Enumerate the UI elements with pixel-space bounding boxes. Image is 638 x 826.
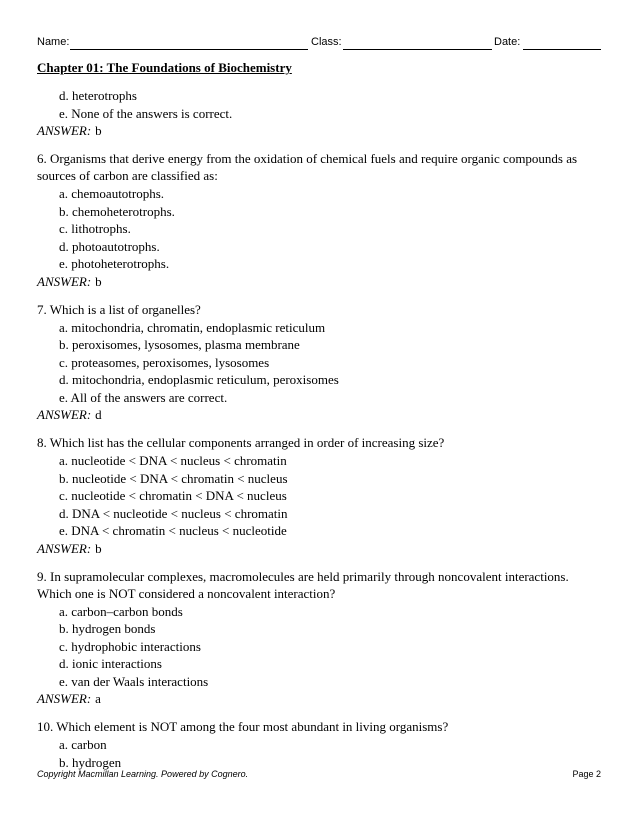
question-text: 7. Which is a list of organelles? <box>37 301 201 317</box>
answer-key <box>37 540 603 558</box>
class-label: Class: <box>311 36 342 48</box>
question-10 <box>37 718 603 771</box>
answer-value: d <box>95 407 102 422</box>
answer-option: c. lithotrophs. <box>59 221 131 236</box>
answer-option: b. hydrogen <box>59 754 122 770</box>
answer-option: a. chemoautotrophs. <box>59 186 165 201</box>
question-text: 8. Which list has the cellular components arranged in order of increasing size? <box>37 435 445 450</box>
answer-key <box>37 122 603 140</box>
question-6 <box>37 150 603 290</box>
answer-option: a. nucleotide < DNA < nucleus < chromatin <box>59 453 287 468</box>
answer-value: b <box>95 273 102 289</box>
answer-label: ANSWER: <box>37 540 92 556</box>
worksheet-header <box>37 36 601 52</box>
answer-option: d. photoautotrophs. <box>59 238 160 254</box>
answer-option: c. proteasomes, peroxisomes, lysosomes <box>59 354 270 370</box>
answer-label: ANSWER: <box>37 407 92 422</box>
chapter-title: Chapter 01: The Foundations of Biochemistry <box>37 60 292 75</box>
answer-option: c. nucleotide < chromatin < DNA < nucleus <box>59 488 287 503</box>
answer-option: d. mitochondria, endoplasmic reticulum, peroxisomes <box>59 372 339 387</box>
continued-question <box>37 87 603 140</box>
question-text: 10. Which element is NOT among the four most abundant in living organisms? <box>37 719 449 734</box>
name-label: Name: <box>37 36 70 48</box>
answer-option: d. DNA < nucleotide < nucleus < chromatin <box>59 505 288 521</box>
answer-label: ANSWER: <box>37 123 92 138</box>
answer-option: b. peroxisomes, lysosomes, plasma membrane <box>59 337 300 352</box>
answer-option: d. heterotrophs <box>59 88 137 103</box>
answer-value: b <box>95 540 102 556</box>
answer-option: e. van der Waals interactions <box>59 673 209 689</box>
answer-value: a <box>95 691 101 706</box>
answer-option: b. hydrogen bonds <box>59 621 156 636</box>
answer-key <box>37 273 603 291</box>
answer-option: e. All of the answers are correct. <box>59 389 228 405</box>
answer-label: ANSWER: <box>37 691 92 706</box>
answer-option: e. DNA < chromatin < nucleus < nucleotide <box>59 523 287 538</box>
answer-option: b. chemoheterotrophs. <box>59 203 175 219</box>
answer-label: ANSWER: <box>37 273 92 289</box>
answer-option: b. nucleotide < DNA < chromatin < nucleus <box>59 470 288 486</box>
answer-option: a. mitochondria, chromatin, endoplasmic reticulum <box>59 319 326 335</box>
date-label: Date: <box>494 36 521 48</box>
answer-key <box>37 690 603 708</box>
name-blank <box>70 49 308 50</box>
answer-option: a. carbon <box>59 737 107 752</box>
question-text: 6. Organisms that derive energy from the oxidation of chemical fuels and require organic compounds as sources of carbon are classified as: <box>37 151 578 183</box>
answer-option: e. None of the answers is correct. <box>59 105 233 121</box>
answer-option: c. hydrophobic interactions <box>59 638 201 654</box>
answer-option: a. carbon–carbon bonds <box>59 603 183 619</box>
question-content <box>37 87 603 771</box>
question-8 <box>37 434 603 557</box>
question-7 <box>37 301 603 424</box>
answer-key <box>37 406 603 424</box>
answer-option: e. photoheterotrophs. <box>59 256 170 271</box>
answer-value: b <box>95 123 102 138</box>
answer-option: d. ionic interactions <box>59 656 162 671</box>
question-text: 9. In supramolecular complexes, macromolecules are held primarily through noncovalent interactions. Which one is NOT considered a noncovalent interaction? <box>37 568 569 601</box>
page-number: Page 2 <box>572 769 601 779</box>
copyright-notice: Copyright Macmillan Learning. Powered by Cognero. <box>37 769 249 779</box>
date-blank <box>523 49 601 50</box>
class-blank <box>343 49 492 50</box>
question-9 <box>37 568 603 708</box>
